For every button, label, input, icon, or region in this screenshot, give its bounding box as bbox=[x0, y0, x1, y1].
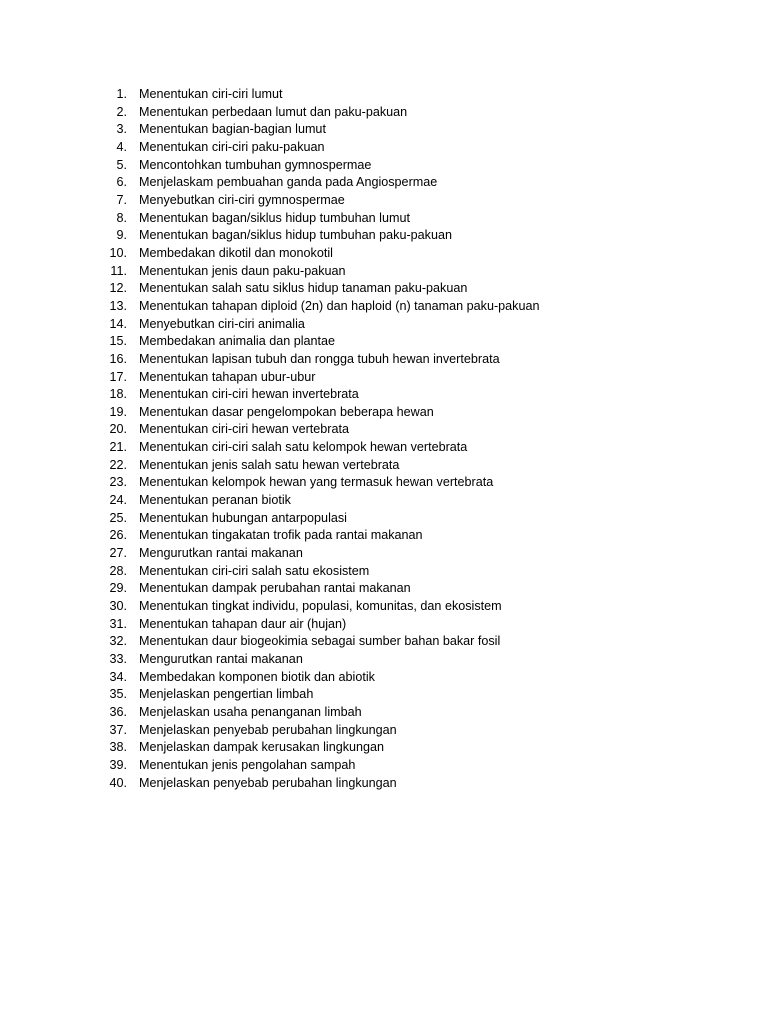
list-item-text: Menyebutkan ciri-ciri animalia bbox=[139, 316, 305, 331]
list-item-text: Menentukan bagan/siklus hidup tumbuhan paku-pakuan bbox=[139, 228, 452, 243]
list-item bbox=[0, 474, 768, 492]
list-item bbox=[0, 245, 768, 263]
list-item-text: Menentukan bagian-bagian lumut bbox=[139, 122, 326, 137]
list-item-number: 6. bbox=[116, 175, 127, 190]
list-item bbox=[0, 598, 768, 616]
list-item-text: Mengurutkan rantai makanan bbox=[139, 652, 303, 666]
list-item-number: 14. bbox=[109, 316, 127, 331]
list-item-number: 19. bbox=[109, 404, 127, 419]
list-item bbox=[0, 669, 768, 687]
list-item-number: 18. bbox=[109, 387, 127, 402]
list-item-text: Membedakan dikotil dan monokotil bbox=[139, 245, 333, 260]
list-item bbox=[0, 369, 768, 387]
list-item-number: 10. bbox=[109, 245, 127, 260]
list-item-text: Menentukan dasar pengelompokan beberapa hewan bbox=[139, 404, 434, 419]
list-item-text: Menentukan salah satu siklus hidup tanaman paku-pakuan bbox=[139, 281, 468, 296]
list-item bbox=[0, 510, 768, 528]
list-item bbox=[0, 316, 768, 334]
list-item-number: 20. bbox=[109, 422, 127, 437]
list-item bbox=[0, 439, 768, 457]
list-item-number: 38. bbox=[109, 740, 127, 755]
list-item-text: Menentukan jenis pengolahan sampah bbox=[139, 757, 356, 772]
list-item bbox=[0, 492, 768, 510]
list-item-number: 26. bbox=[109, 528, 127, 543]
list-item-text: Menentukan ciri-ciri paku-pakuan bbox=[139, 139, 325, 154]
list-item bbox=[0, 86, 768, 104]
list-item bbox=[0, 704, 768, 722]
list-item-text: Menentukan jenis salah satu hewan vertebrata bbox=[139, 457, 400, 472]
list-item-text: Menyebutkan ciri-ciri gymnospermae bbox=[139, 192, 345, 207]
list-item bbox=[0, 775, 768, 793]
list-item bbox=[0, 616, 768, 634]
list-item-number: 22. bbox=[109, 457, 127, 472]
list-item-text: Menentukan hubungan antarpopulasi bbox=[139, 510, 347, 525]
list-item-number: 17. bbox=[109, 369, 127, 384]
list-item-text: Menjelaskan penyebab perubahan lingkungan bbox=[139, 722, 397, 737]
list-item-text: Menjelaskan penyebab perubahan lingkungan bbox=[139, 775, 397, 790]
list-item bbox=[0, 104, 768, 122]
list-item-text: Membedakan animalia dan plantae bbox=[139, 334, 336, 349]
list-item-text: Menentukan ciri-ciri salah satu ekosistem bbox=[139, 563, 370, 578]
list-item-text: Membedakan komponen biotik dan abiotik bbox=[139, 669, 375, 684]
list-item-number: 33. bbox=[109, 652, 127, 666]
list-item bbox=[0, 227, 768, 245]
list-item-number: 39. bbox=[109, 757, 127, 772]
list-item-text: Menentukan jenis daun paku-pakuan bbox=[139, 263, 346, 278]
list-item-number: 35. bbox=[109, 687, 127, 702]
list-item bbox=[0, 351, 768, 369]
list-item bbox=[0, 757, 768, 775]
list-item-number: 7. bbox=[116, 192, 127, 207]
list-item-number: 29. bbox=[109, 581, 127, 596]
list-item-number: 27. bbox=[109, 546, 127, 561]
list-item bbox=[0, 121, 768, 139]
list-item-number: 23. bbox=[109, 475, 127, 490]
list-item bbox=[0, 157, 768, 175]
list-item-number: 32. bbox=[109, 634, 127, 649]
list-item bbox=[0, 298, 768, 316]
list-item bbox=[0, 139, 768, 157]
list-item-number: 16. bbox=[109, 351, 127, 366]
list-item bbox=[0, 722, 768, 740]
list-item-text: Menentukan perbedaan lumut dan paku-pakuan bbox=[139, 104, 408, 119]
list-item-number: 1. bbox=[116, 87, 127, 101]
list-item-text: Menjelaskan dampak kerusakan lingkungan bbox=[139, 740, 385, 755]
list-item-number: 31. bbox=[109, 616, 127, 631]
list-item-number: 21. bbox=[109, 440, 127, 455]
list-item-text: Menentukan tahapan diploid (2n) dan haploid (n) tanaman paku-pakuan bbox=[139, 298, 540, 313]
list-item-text: Menentukan lapisan tubuh dan rongga tubuh hewan invertebrata bbox=[139, 351, 500, 366]
list-item-text: Menentukan ciri-ciri hewan invertebrata bbox=[139, 387, 359, 402]
list-item-text: Menentukan dampak perubahan rantai makanan bbox=[139, 581, 411, 596]
list-item-text: Menentukan kelompok hewan yang termasuk hewan vertebrata bbox=[139, 475, 494, 490]
list-item-text: Menjelaskam pembuahan ganda pada Angiospermae bbox=[139, 175, 438, 190]
list-item bbox=[0, 580, 768, 598]
list-item bbox=[0, 563, 768, 581]
list-item bbox=[0, 386, 768, 404]
list-item bbox=[0, 545, 768, 563]
list-item-text: Mengurutkan rantai makanan bbox=[139, 546, 303, 561]
list-item-number: 3. bbox=[116, 122, 127, 137]
list-item-text: Menentukan tingakatan trofik pada rantai makanan bbox=[139, 528, 423, 543]
list-item bbox=[0, 210, 768, 228]
list-item-number: 15. bbox=[109, 334, 127, 349]
list-item bbox=[0, 527, 768, 545]
list-item-text: Mencontohkan tumbuhan gymnospermae bbox=[139, 157, 372, 172]
list-item-number: 8. bbox=[116, 210, 127, 225]
list-item-number: 25. bbox=[109, 510, 127, 525]
list-item-number: 34. bbox=[109, 669, 127, 684]
list-item-text: Menentukan ciri-ciri hewan vertebrata bbox=[139, 422, 349, 437]
list-item-number: 13. bbox=[109, 298, 127, 313]
list-item-number: 12. bbox=[109, 281, 127, 296]
list-item-text: Menentukan ciri-ciri lumut bbox=[139, 87, 283, 101]
list-item-number: 4. bbox=[116, 139, 127, 154]
list-item bbox=[0, 174, 768, 192]
list-item bbox=[0, 333, 768, 351]
list-item-number: 37. bbox=[109, 722, 127, 737]
list-item bbox=[0, 192, 768, 210]
list-item-number: 36. bbox=[109, 704, 127, 719]
list-item bbox=[0, 421, 768, 439]
list-item bbox=[0, 739, 768, 757]
list-item-number: 40. bbox=[109, 775, 127, 790]
list-item-number: 5. bbox=[116, 157, 127, 172]
list-item bbox=[0, 404, 768, 422]
list-item bbox=[0, 263, 768, 281]
numbered-list bbox=[0, 86, 768, 792]
list-item-number: 2. bbox=[116, 104, 127, 119]
list-item-number: 30. bbox=[109, 599, 127, 614]
list-item bbox=[0, 457, 768, 475]
list-item-number: 28. bbox=[109, 563, 127, 578]
list-item-text: Menjelaskan pengertian limbah bbox=[139, 687, 314, 702]
list-item-text: Menentukan daur biogeokimia sebagai sumber bahan bakar fosil bbox=[139, 634, 501, 649]
list-item-number: 11. bbox=[110, 263, 127, 278]
list-item-number: 9. bbox=[116, 228, 127, 243]
list-item-number: 24. bbox=[109, 493, 127, 508]
list-item bbox=[0, 633, 768, 651]
list-item-text: Menentukan tingkat individu, populasi, komunitas, dan ekosistem bbox=[139, 599, 502, 614]
list-item-text: Menentukan ciri-ciri salah satu kelompok hewan vertebrata bbox=[139, 440, 468, 455]
list-item bbox=[0, 686, 768, 704]
list-item-text: Menentukan tahapan daur air (hujan) bbox=[139, 616, 347, 631]
list-item-text: Menentukan peranan biotik bbox=[139, 493, 291, 508]
list-item-text: Menjelaskan usaha penanganan limbah bbox=[139, 704, 362, 719]
list-item-text: Menentukan bagan/siklus hidup tumbuhan lumut bbox=[139, 210, 410, 225]
list-item-text: Menentukan tahapan ubur-ubur bbox=[139, 369, 316, 384]
list-item bbox=[0, 280, 768, 298]
list-item bbox=[0, 651, 768, 669]
